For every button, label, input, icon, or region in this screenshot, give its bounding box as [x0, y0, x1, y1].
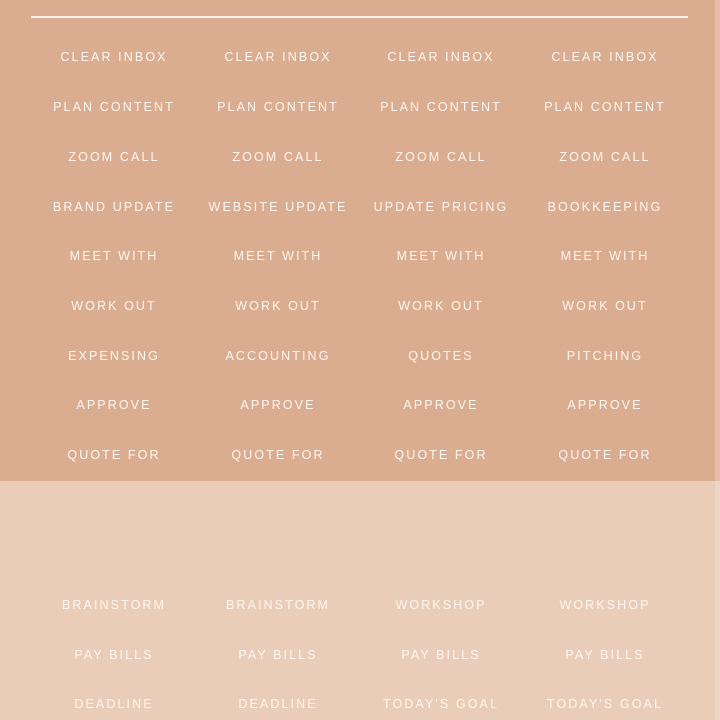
top-sticker-label[interactable]: MEET WITH	[69, 249, 159, 263]
top-sticker-label[interactable]: CLEAR INBOX	[224, 50, 332, 64]
top-sticker-label[interactable]: WORK OUT	[71, 299, 157, 313]
top-sticker-label[interactable]: BRAND UPDATE	[52, 200, 176, 214]
top-sticker-label[interactable]: ZOOM CALL	[232, 150, 324, 164]
bottom-sticker-label[interactable]: PAY BILLS	[401, 648, 481, 662]
top-sticker-label[interactable]: APPROVE	[76, 398, 152, 412]
top-sticker-label[interactable]: PLAN CONTENT	[53, 100, 175, 114]
top-sticker-label[interactable]: QUOTE FOR	[231, 448, 325, 462]
top-sticker-label[interactable]: PLAN CONTENT	[544, 100, 666, 114]
right-edge-strip	[715, 0, 720, 720]
top-sticker-label[interactable]: ZOOM CALL	[68, 150, 160, 164]
top-sticker-label[interactable]: QUOTE FOR	[558, 448, 652, 462]
top-sticker-label[interactable]: PLAN CONTENT	[217, 100, 339, 114]
top-sticker-label[interactable]: PITCHING	[566, 349, 644, 363]
bottom-sticker-label[interactable]: PAY BILLS	[238, 648, 318, 662]
top-sticker-label[interactable]: ACCOUNTING	[225, 349, 331, 363]
top-sticker-label[interactable]: BOOKKEEPING	[547, 200, 663, 214]
top-sticker-label[interactable]: ZOOM CALL	[559, 150, 651, 164]
top-sticker-label[interactable]: MEET WITH	[396, 249, 486, 263]
bottom-sticker-label[interactable]: BRAINSTORM	[61, 598, 167, 612]
top-sticker-label[interactable]: QUOTE FOR	[394, 448, 488, 462]
bottom-sticker-label[interactable]: WORKSHOP	[559, 598, 651, 612]
bottom-sticker-label[interactable]: DEADLINE	[238, 697, 318, 711]
top-sticker-label[interactable]: QUOTES	[408, 349, 474, 363]
top-sticker-label[interactable]: PLAN CONTENT	[380, 100, 502, 114]
top-divider-line	[31, 16, 688, 18]
bottom-sticker-label[interactable]: PAY BILLS	[565, 648, 645, 662]
bottom-sticker-label[interactable]: DEADLINE	[74, 697, 154, 711]
top-sticker-label[interactable]: CLEAR INBOX	[551, 50, 659, 64]
top-sticker-label[interactable]: APPROVE	[403, 398, 479, 412]
top-sticker-label[interactable]: WORK OUT	[398, 299, 484, 313]
bottom-sticker-label[interactable]: BRAINSTORM	[225, 598, 331, 612]
bottom-sticker-label[interactable]: TODAY'S GOAL	[546, 697, 664, 711]
bottom-sticker-label[interactable]: TODAY'S GOAL	[382, 697, 500, 711]
top-sticker-label[interactable]: WORK OUT	[235, 299, 321, 313]
top-sticker-label[interactable]: MEET WITH	[233, 249, 323, 263]
top-sticker-label[interactable]: CLEAR INBOX	[387, 50, 495, 64]
top-sticker-label[interactable]: WORK OUT	[562, 299, 648, 313]
top-sticker-label[interactable]: MEET WITH	[560, 249, 650, 263]
top-sticker-label[interactable]: WEBSITE UPDATE	[208, 200, 348, 214]
top-sticker-label[interactable]: QUOTE FOR	[67, 448, 161, 462]
top-sticker-label[interactable]: ZOOM CALL	[395, 150, 487, 164]
top-sticker-label[interactable]: CLEAR INBOX	[60, 50, 168, 64]
top-sticker-label[interactable]: EXPENSING	[68, 349, 160, 363]
top-sticker-label[interactable]: APPROVE	[240, 398, 316, 412]
bottom-sticker-label[interactable]: WORKSHOP	[395, 598, 487, 612]
top-sticker-label[interactable]: APPROVE	[567, 398, 643, 412]
bottom-sticker-label[interactable]: PAY BILLS	[74, 648, 154, 662]
top-sticker-label[interactable]: UPDATE PRICING	[373, 200, 509, 214]
